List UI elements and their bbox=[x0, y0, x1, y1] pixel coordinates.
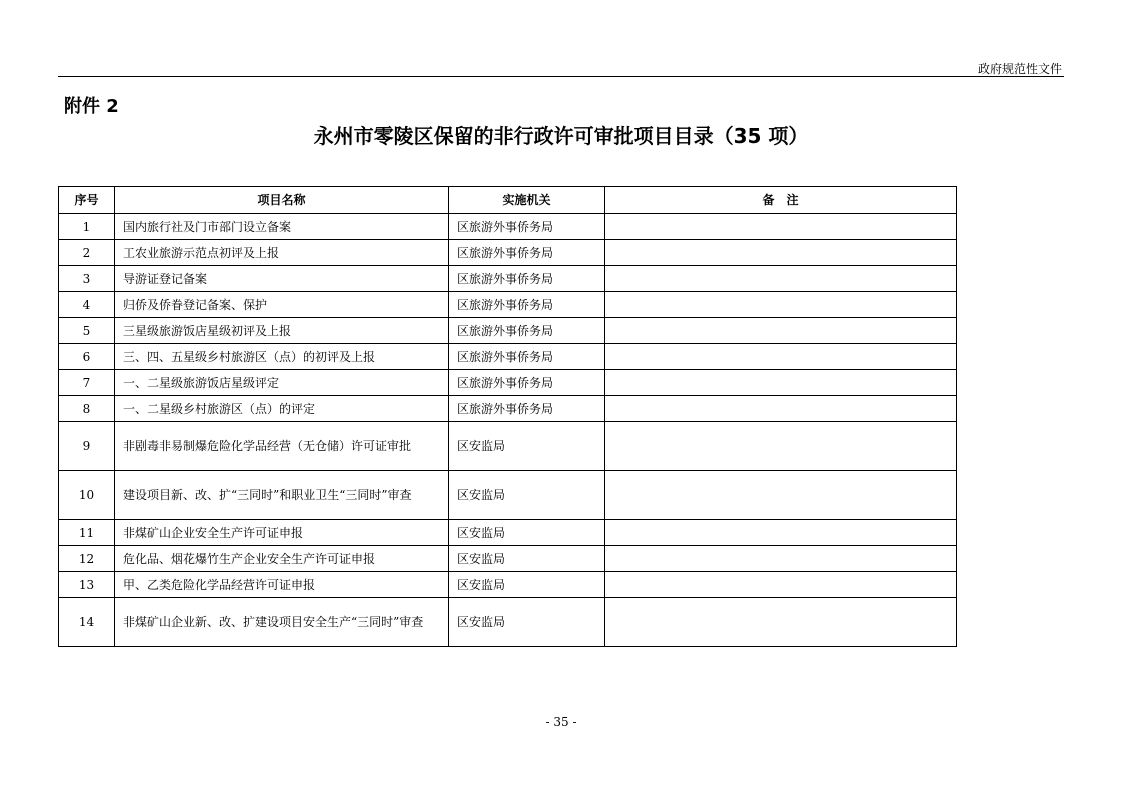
implementing-agency: 区旅游外事侨务局 bbox=[449, 240, 605, 266]
row-number: 5 bbox=[59, 318, 115, 344]
column-header-org: 实施机关 bbox=[449, 187, 605, 214]
row-number: 1 bbox=[59, 214, 115, 240]
item-name: 一、二星级乡村旅游区（点）的评定 bbox=[115, 396, 449, 422]
row-number: 2 bbox=[59, 240, 115, 266]
annex-label: 附件 2 bbox=[64, 96, 119, 117]
table-row bbox=[59, 572, 957, 598]
remarks-cell bbox=[605, 471, 957, 520]
row-number: 10 bbox=[59, 471, 115, 520]
remarks-cell bbox=[605, 370, 957, 396]
item-name: 一、二星级旅游饭店星级评定 bbox=[115, 370, 449, 396]
item-name: 工农业旅游示范点初评及上报 bbox=[115, 240, 449, 266]
table-row bbox=[59, 344, 957, 370]
item-name: 非剧毒非易制爆危险化学品经营（无仓储）许可证审批 bbox=[115, 422, 449, 471]
remarks-cell bbox=[605, 266, 957, 292]
implementing-agency: 区安监局 bbox=[449, 572, 605, 598]
item-name: 导游证登记备案 bbox=[115, 266, 449, 292]
item-name: 归侨及侨眷登记备案、保护 bbox=[115, 292, 449, 318]
implementing-agency: 区旅游外事侨务局 bbox=[449, 214, 605, 240]
page-number: - 35 - bbox=[545, 715, 577, 729]
item-name: 建设项目新、改、扩“三同时”和职业卫生“三同时”审查 bbox=[115, 471, 449, 520]
table-row bbox=[59, 546, 957, 572]
remarks-cell bbox=[605, 344, 957, 370]
implementing-agency: 区旅游外事侨务局 bbox=[449, 266, 605, 292]
table-row bbox=[59, 422, 957, 471]
item-name: 甲、乙类危险化学品经营许可证申报 bbox=[115, 572, 449, 598]
item-name: 三、四、五星级乡村旅游区（点）的初评及上报 bbox=[115, 344, 449, 370]
implementing-agency: 区安监局 bbox=[449, 520, 605, 546]
remarks-cell bbox=[605, 214, 957, 240]
item-name: 非煤矿山企业安全生产许可证申报 bbox=[115, 520, 449, 546]
document-title bbox=[0, 120, 1122, 149]
implementing-agency: 区旅游外事侨务局 bbox=[449, 318, 605, 344]
implementing-agency: 区安监局 bbox=[449, 598, 605, 647]
header-rule bbox=[58, 76, 1064, 77]
row-number: 7 bbox=[59, 370, 115, 396]
table-row bbox=[59, 598, 957, 647]
table-row bbox=[59, 396, 957, 422]
table-row bbox=[59, 370, 957, 396]
column-header-no: 序号 bbox=[59, 187, 115, 214]
row-number: 8 bbox=[59, 396, 115, 422]
row-number: 6 bbox=[59, 344, 115, 370]
table-row bbox=[59, 240, 957, 266]
table-row bbox=[59, 214, 957, 240]
implementing-agency: 区旅游外事侨务局 bbox=[449, 396, 605, 422]
implementing-agency: 区安监局 bbox=[449, 422, 605, 471]
implementing-agency: 区旅游外事侨务局 bbox=[449, 370, 605, 396]
column-header-note: 备 注 bbox=[605, 187, 957, 214]
table-row bbox=[59, 520, 957, 546]
row-number: 14 bbox=[59, 598, 115, 647]
table-header-row bbox=[59, 187, 957, 214]
remarks-cell bbox=[605, 396, 957, 422]
item-name: 危化品、烟花爆竹生产企业安全生产许可证申报 bbox=[115, 546, 449, 572]
remarks-cell bbox=[605, 598, 957, 647]
item-name: 非煤矿山企业新、改、扩建设项目安全生产“三同时”审查 bbox=[115, 598, 449, 647]
implementing-agency: 区安监局 bbox=[449, 471, 605, 520]
implementing-agency: 区安监局 bbox=[449, 546, 605, 572]
remarks-cell bbox=[605, 318, 957, 344]
table-row bbox=[59, 292, 957, 318]
remarks-cell bbox=[605, 292, 957, 318]
document-title-text: 永州市零陵区保留的非行政许可审批项目目录（35 项） bbox=[313, 124, 809, 148]
approval-catalog-table bbox=[58, 186, 957, 647]
item-name: 国内旅行社及门市部门设立备案 bbox=[115, 214, 449, 240]
implementing-agency: 区旅游外事侨务局 bbox=[449, 344, 605, 370]
column-header-name: 项目名称 bbox=[115, 187, 449, 214]
row-number: 4 bbox=[59, 292, 115, 318]
row-number: 13 bbox=[59, 572, 115, 598]
remarks-cell bbox=[605, 572, 957, 598]
remarks-cell bbox=[605, 520, 957, 546]
table-row bbox=[59, 471, 957, 520]
item-name: 三星级旅游饭店星级初评及上报 bbox=[115, 318, 449, 344]
implementing-agency: 区旅游外事侨务局 bbox=[449, 292, 605, 318]
table-row bbox=[59, 266, 957, 292]
row-number: 3 bbox=[59, 266, 115, 292]
table-row bbox=[59, 318, 957, 344]
remarks-cell bbox=[605, 422, 957, 471]
remarks-cell bbox=[605, 546, 957, 572]
header-text: 政府规范性文件 bbox=[977, 62, 1062, 76]
row-number: 11 bbox=[59, 520, 115, 546]
remarks-cell bbox=[605, 240, 957, 266]
row-number: 12 bbox=[59, 546, 115, 572]
row-number: 9 bbox=[59, 422, 115, 471]
